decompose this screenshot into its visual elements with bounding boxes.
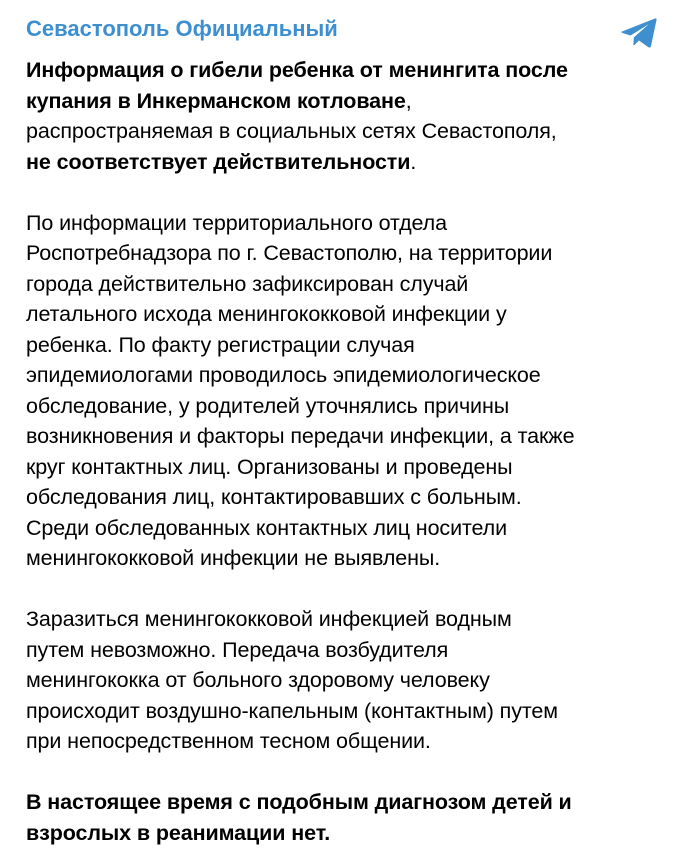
paragraph-denial (26, 55, 658, 177)
text-line: путем невозможно. Передача возбудителя (26, 637, 449, 662)
text-fragment: , (405, 88, 412, 113)
text-line: эпидемиологами проводилось эпидемиологическое (26, 363, 541, 387)
text-fragment: . (410, 149, 417, 174)
text-line: распространяемая в социальных сетях Севастополя, (26, 119, 557, 143)
text-line: В настоящее время с подобным диагнозом детей и (26, 790, 572, 814)
text-line: менингококковой инфекции не выявлены. (26, 546, 441, 570)
text-line: Среди обследованных контактных лиц носители (26, 515, 507, 540)
text-line: Информация о гибели ребенка от менингита после (26, 58, 568, 82)
text-line: По информации территориального отдела (26, 210, 447, 235)
text-line: менингококка от больного здоровому человеку (26, 668, 490, 692)
bold-fragment: не соответствует действительности (26, 149, 411, 174)
paragraph-icu-status (26, 787, 658, 848)
text-line: летального исхода менингококковой инфекции у (26, 302, 507, 326)
text-line: Роспотребнадзора по г. Севастополю, на территории (26, 241, 553, 265)
text-line: круг контактных лиц. Организованы и проведены (26, 454, 513, 479)
text-line: ребенка. По факту регистрации случая (26, 332, 415, 357)
text-line: происходит воздушно-капельным (контактным) путем (26, 698, 558, 723)
telegram-icon[interactable] (620, 16, 658, 50)
text-line: города действительно зафиксирован случай (26, 271, 469, 296)
text-line (26, 147, 658, 178)
text-line: при непосредственном тесном общении. (26, 729, 431, 753)
post-text (26, 55, 658, 848)
channel-name[interactable]: Севастополь Официальный (26, 16, 338, 41)
bold-fragment: купания в Инкерманском котловане (26, 88, 406, 113)
paragraph-transmission (26, 604, 658, 757)
text-line (26, 86, 658, 117)
text-line: Заразиться менингококковой инфекцией водным (26, 607, 512, 631)
paragraph-rospotrebnadzor (26, 208, 658, 574)
text-line: обследования лиц, контактировавших с больным. (26, 485, 522, 509)
text-line: возникновения и факторы передачи инфекции, а также (26, 424, 575, 448)
text-line: взрослых в реанимации нет. (26, 820, 331, 845)
text-line: обследование, у родителей уточнялись причины (26, 393, 510, 418)
